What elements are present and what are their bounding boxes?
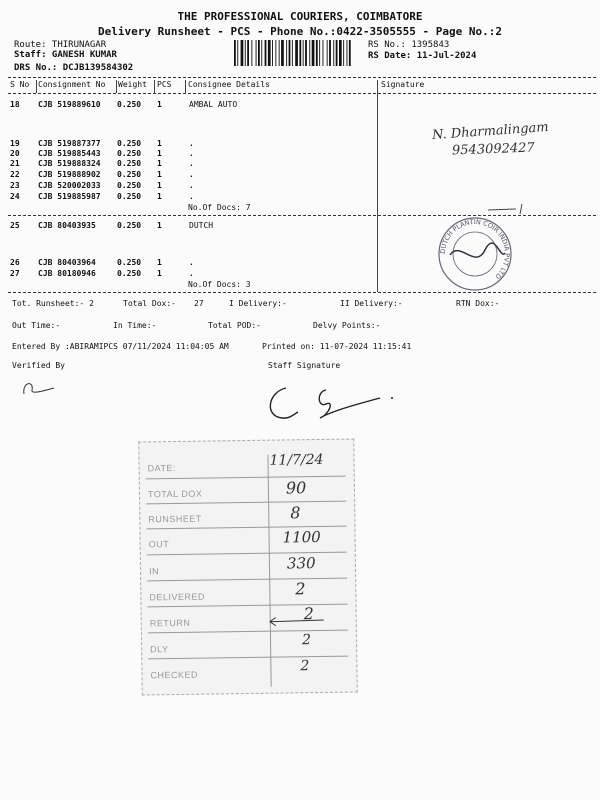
barcode-bar — [261, 40, 262, 66]
row-consignee: DUTCH — [189, 221, 214, 230]
company-title: THE PROFESSIONAL COURIERS, COIMBATORE — [177, 10, 423, 23]
row-weight: 0.250 — [117, 258, 142, 267]
card-label: RUNSHEET — [148, 513, 202, 525]
divider — [8, 93, 596, 94]
barcode-bar — [247, 40, 249, 66]
row-consignment: CJB 519888902 — [38, 170, 101, 179]
barcode-bar — [299, 40, 301, 66]
card-label: CHECKED — [150, 669, 199, 681]
i-delivery: I Delivery:- — [229, 299, 287, 308]
docs-count: No.Of Docs: 7 — [188, 203, 251, 212]
card-column-divider — [267, 455, 271, 687]
row-consignee: . — [189, 258, 194, 267]
card-value: 2 — [300, 658, 310, 675]
card-label: DLY — [150, 644, 169, 655]
card-value: 330 — [286, 554, 316, 573]
row-consignee: . — [189, 181, 194, 190]
col-separator — [116, 80, 117, 93]
row-weight: 0.250 — [117, 149, 142, 158]
row-consignment: CJB 519887377 — [38, 139, 101, 148]
divider — [8, 77, 596, 78]
row-consignment: CJB 80403964 — [38, 258, 96, 267]
signature-separator — [377, 80, 378, 292]
barcode-bar — [347, 40, 348, 66]
barcode-bar — [245, 40, 246, 66]
card-value: 2 — [295, 579, 306, 599]
card-rule — [148, 630, 348, 634]
card-label: OUT — [148, 539, 170, 550]
barcode-bar — [319, 40, 320, 66]
row-sno: 25 — [10, 221, 20, 230]
docs-count: No.Of Docs: 3 — [188, 280, 251, 289]
staff-label: Staff: GANESH KUMAR — [14, 50, 117, 60]
row-weight: 0.250 — [117, 221, 142, 230]
card-rule — [148, 604, 348, 608]
col-separator — [154, 80, 155, 93]
card-value: 90 — [285, 478, 307, 498]
divider — [8, 292, 596, 293]
row-weight: 0.250 — [117, 181, 142, 190]
row-weight: 0.250 — [117, 159, 142, 168]
barcode-bar — [289, 40, 291, 66]
card-rule — [147, 578, 347, 582]
row-pcs: 1 — [157, 258, 162, 267]
row-consignment: CJB 519889610 — [38, 100, 101, 109]
total-pod: Total POD:- — [208, 321, 261, 330]
barcode-bar — [292, 40, 293, 66]
staff-signature — [260, 378, 410, 428]
col-separator — [185, 80, 186, 93]
row-consignment: CJB 520002033 — [38, 181, 101, 190]
barcode-bar — [336, 40, 338, 66]
row-weight: 0.250 — [117, 100, 142, 109]
card-value: 2 — [301, 632, 312, 649]
card-rule — [148, 656, 348, 660]
route-label: Route: THIRUNAGAR — [14, 40, 107, 50]
barcode-bar — [268, 40, 271, 66]
row-pcs: 1 — [157, 139, 162, 148]
barcode-bar — [295, 40, 298, 66]
card-label: RETURN — [149, 617, 191, 629]
drs-number: DRS No.: DCJB139584302 — [14, 63, 134, 73]
total-dox-label: Total Dox:- — [123, 299, 176, 308]
table-header — [0, 80, 600, 92]
barcode-bar — [258, 40, 260, 66]
row-sno: 22 — [10, 170, 20, 179]
rs-date: RS Date: 11-Jul-2024 — [368, 51, 477, 61]
row-pcs: 1 — [157, 149, 162, 158]
staff-signature-label: Staff Signature — [268, 361, 341, 370]
row-pcs: 1 — [157, 269, 162, 278]
barcode-bar — [265, 40, 267, 66]
handwritten-arrow — [268, 616, 328, 627]
barcode-bar — [275, 40, 276, 66]
barcode-bar — [343, 40, 344, 66]
row-sno: 26 — [10, 258, 20, 267]
barcode-bar — [234, 40, 236, 66]
barcode-bar — [305, 40, 307, 66]
card-label: IN — [148, 566, 160, 577]
verifier-signature — [20, 372, 60, 402]
row-pcs: 1 — [157, 192, 162, 201]
in-time: In Time:- — [113, 321, 157, 330]
row-pcs: 1 — [157, 221, 162, 230]
delvy-points: Delvy Points:- — [313, 321, 381, 330]
col-consignment: Consignment No — [38, 80, 106, 89]
barcode-bar — [329, 40, 331, 66]
row-consignee: . — [189, 192, 194, 201]
row-weight: 0.250 — [117, 170, 142, 179]
barcode-bar — [316, 40, 318, 66]
row-consignment: CJB 80403935 — [38, 221, 96, 230]
barcode-bar — [312, 40, 315, 66]
row-sno: 18 — [10, 100, 20, 109]
barcode-bar — [327, 40, 328, 66]
row-sno: 27 — [10, 269, 20, 278]
barcode-bar — [333, 40, 334, 66]
rtn-dox: RTN Dox:- — [456, 299, 500, 308]
col-sno: S No — [10, 80, 30, 89]
col-separator — [36, 80, 37, 93]
barcode — [234, 40, 360, 66]
card-value: 2 — [303, 604, 314, 624]
total-runsheet: Tot. Runsheet:- 2 — [12, 299, 94, 308]
runsheet-subtitle: Delivery Runsheet - PCS - Phone No.:0422-3505555 - Page No.:2 — [98, 25, 502, 38]
col-consignee: Consignee Details — [188, 80, 270, 89]
barcode-bar — [286, 40, 287, 66]
barcode-bar — [237, 40, 238, 66]
row-sno: 21 — [10, 159, 20, 168]
tally-stamp-card — [138, 439, 358, 696]
seal-text: DUTCH PLANTIN COIR INDIA PVT LTD — [438, 217, 512, 281]
col-weight: Weight — [118, 80, 147, 89]
total-dox-value: 27 — [194, 299, 204, 308]
out-time: Out Time:- — [12, 321, 61, 330]
card-value: 1100 — [282, 527, 321, 547]
col-pcs: PCS — [157, 80, 172, 89]
recipient-phone: 9543092427 — [451, 140, 535, 159]
card-rule — [146, 501, 346, 505]
barcode-bar — [251, 40, 252, 66]
barcode-bar — [272, 40, 273, 66]
row-consignment: CJB 519888324 — [38, 159, 101, 168]
row-sno: 24 — [10, 192, 20, 201]
barcode-bar — [339, 40, 342, 66]
row-sno: 23 — [10, 181, 20, 190]
row-consignment: CJB 519885443 — [38, 149, 101, 158]
row-consignment: CJB 80180946 — [38, 269, 96, 278]
row-consignee: . — [189, 170, 194, 179]
card-rule — [146, 476, 346, 480]
row-consignee: . — [189, 159, 194, 168]
row-consignee: . — [189, 269, 194, 278]
card-value: 8 — [290, 503, 301, 523]
card-label: DELIVERED — [149, 591, 206, 603]
barcode-bar — [349, 40, 351, 66]
barcode-bar — [279, 40, 280, 66]
barcode-bar — [323, 40, 324, 66]
row-consignee: AMBAL AUTO — [189, 100, 238, 109]
row-weight: 0.250 — [117, 139, 142, 148]
row-consignee: . — [189, 149, 194, 158]
barcode-bar — [303, 40, 304, 66]
svg-text:DUTCH PLANTIN COIR INDIA PVT L — [439, 218, 511, 281]
rs-number: RS No.: 1395843 — [368, 40, 450, 50]
col-signature: Signature — [381, 80, 425, 89]
card-label: TOTAL DOX — [147, 488, 203, 500]
row-sno: 19 — [10, 139, 20, 148]
row-pcs: 1 — [157, 159, 162, 168]
entered-by: Entered By :ABIRAMIPCS 07/11/2024 11:04:05 AM — [12, 342, 229, 351]
card-rule — [147, 552, 347, 556]
row-pcs: 1 — [157, 181, 162, 190]
barcode-bar — [256, 40, 257, 66]
row-sno: 20 — [10, 149, 20, 158]
card-label: DATE: — [147, 462, 177, 474]
barcode-bar — [309, 40, 310, 66]
printed-on: Printed on: 11-07-2024 11:15:41 — [262, 342, 412, 351]
row-pcs: 1 — [157, 100, 162, 109]
row-weight: 0.250 — [117, 269, 142, 278]
row-pcs: 1 — [157, 170, 162, 179]
ii-delivery: II Delivery:- — [340, 299, 403, 308]
row-consignment: CJB 519885987 — [38, 192, 101, 201]
card-value: 11/7/24 — [269, 451, 324, 469]
barcode-bar — [281, 40, 284, 66]
company-seal-stamp — [430, 215, 520, 293]
recipient-signature: N. Dharmalingam — [431, 119, 550, 144]
row-consignee: . — [189, 139, 194, 148]
barcode-bar — [241, 40, 244, 66]
verified-by-label: Verified By — [12, 361, 65, 370]
row-weight: 0.250 — [117, 192, 142, 201]
